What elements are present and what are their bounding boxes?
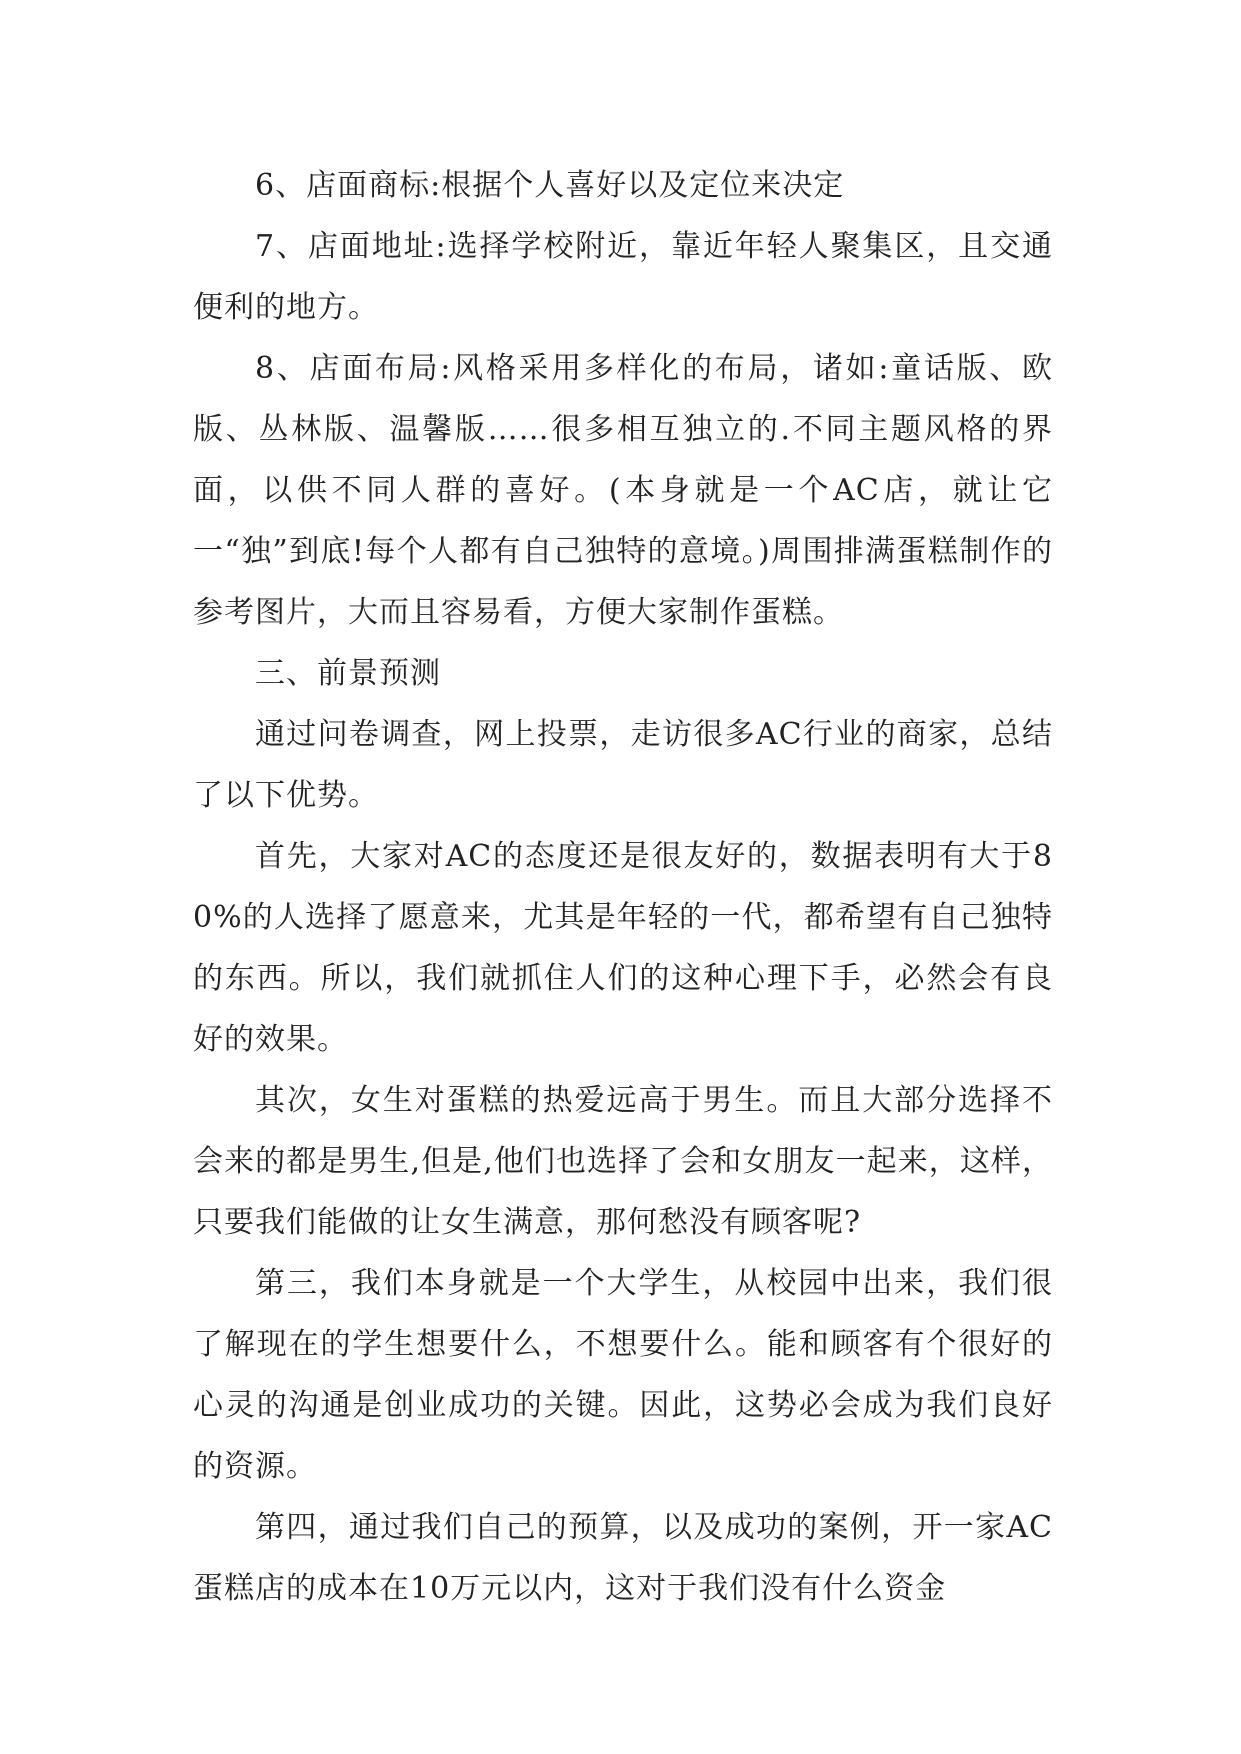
paragraph-fourth: 第四，通过我们自己的预算，以及成功的案例，开一家AC蛋糕店的成本在10万元以内，这对于我们没有什么资金 (193, 1510, 1053, 1606)
paragraph-third: 第三，我们本身就是一个大学生，从校园中出来，我们很了解现在的学生想要什么，不想要什么。能和顾客有个很好的心灵的沟通是创业成功的关键。因此，这势必会成为我们良好的资源。 (193, 1266, 1053, 1484)
paragraph-store-address: 7、店面地址:选择学校附近，靠近年轻人聚集区，且交通便利的地方。 (193, 229, 1053, 325)
document-body (193, 155, 1053, 1619)
section-heading-outlook: 三、前景预测 (255, 656, 441, 691)
paragraph-first: 首先，大家对AC的态度还是很友好的，数据表明有大于80%的人选择了愿意来，尤其是年轻的一代，都希望有自己独特的东西。所以，我们就抓住人们的这种心理下手，必然会有良好的效果。 (193, 839, 1053, 1057)
paragraph-second: 其次，女生对蛋糕的热爱远高于男生。而且大部分选择不会来的都是男生,但是,他们也选择了会和女朋友一起来，这样，只要我们能做的让女生满意，那何愁没有顾客呢? (193, 1083, 1053, 1240)
paragraph-store-logo: 6、店面商标:根据个人喜好以及定位来决定 (255, 168, 845, 203)
paragraph-store-layout: 8、店面布局:风格采用多样化的布局，诸如:童话版、欧版、丛林版、温馨版……很多相互独立的.不同主题风格的界面，以供不同人群的喜好。(本身就是一个AC店，就让它一“独”到底!每个人都有自己独特的意境。)周围排满蛋糕制作的参考图片，大而且容易看，方便大家制作蛋糕。 (193, 351, 1053, 630)
paragraph-survey: 通过问卷调查，网上投票，走访很多AC行业的商家，总结了以下优势。 (193, 717, 1053, 813)
